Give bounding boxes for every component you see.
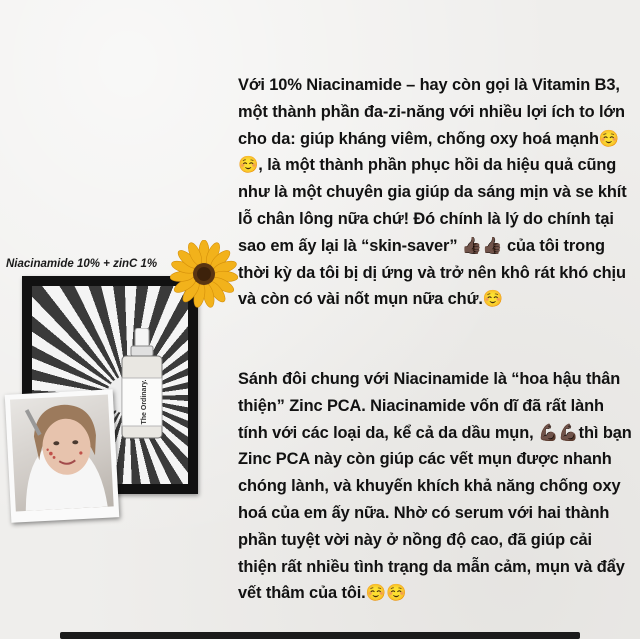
face-illustration-icon xyxy=(10,395,114,512)
paragraph-zinc-pca: Sánh đôi chung với Niacinamide là “hoa hậu thân thiện” Zinc PCA. Niacinamide vốn dĩ đã rất lành tính với các loại da, kể cả da dầu mụn, 💪🏿💪🏿thì bạn Zinc PCA này còn giúp các vết mụn được nhanh chóng lành, và khuyến khích khả năng chống oxy hoá của em ấy nữa. Nhờ có serum với hai thành phần tuyệt vời này ở nồng độ cao, đã giúp cải thiện rất nhiều tình trạng da mẫn cảm, mụn và đẩy vết thâm của tôi.☺️☺️ xyxy=(238,370,632,603)
bottom-divider xyxy=(60,632,580,639)
selfie-photo xyxy=(10,395,114,512)
image-caption: Niacinamide 10% + zinC 1% xyxy=(6,258,158,270)
bottle-brand-label: The Ordinary. xyxy=(141,379,148,425)
selfie-polaroid xyxy=(5,389,120,522)
paragraph-niacinamide: Với 10% Niacinamide – hay còn gọi là Vitamin B3, một thành phần đa-zi-năng với nhiều lợi ích to lớn cho da: giúp kháng viêm, chống oxy hoá mạnh☺️☺️, là một thành phần phục hồi da hiệu quả cũng như là một chuyên gia giúp da sáng mịn và se khít lỗ chân lông nữa chứ! Đó chính là lý do chính tại sao em ấy lại là “skin-saver” 👍🏿👍🏿 của tôi trong thời kỳ da tôi bị dị ứng và trở nên khô rát khó chịu và còn có vài nốt mụn nữa chứ.☺️ xyxy=(238,76,627,309)
sunflower-icon xyxy=(170,240,238,308)
serum-bottle-icon xyxy=(116,328,168,440)
